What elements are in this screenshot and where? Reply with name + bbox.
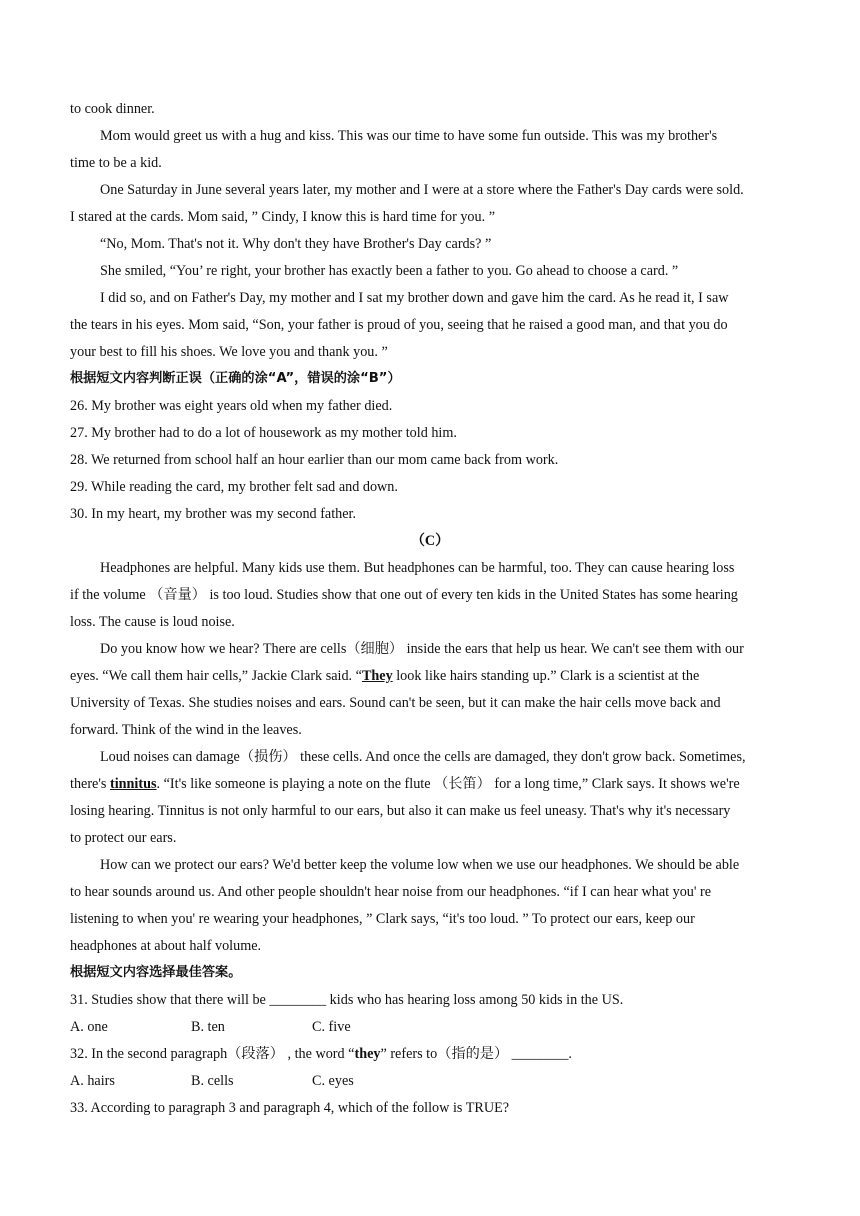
passage-line: Loud noises can damage（损伤） these cells. And once the cells are damaged, they don't grow back. Sometimes, [100, 749, 746, 765]
option-32-c: C. eyes [312, 1073, 354, 1089]
passage-line [70, 667, 699, 685]
passage-line: to cook dinner. [70, 101, 155, 117]
bold-word-they: they [354, 1046, 381, 1062]
passage-line: I did so, and on Father's Day, my mother and I sat my brother down and gave him the card. As he read it, I saw [100, 290, 729, 306]
passage-line: losing hearing. Tinnitus is not only harmful to our ears, but also it can make us feel uneasy. That's why it's necessary [70, 803, 731, 819]
passage-line: One Saturday in June several years later, my mother and I were at a store where the Father's Day cards were sold. [100, 182, 744, 198]
question-33: 33. According to paragraph 3 and paragraph 4, which of the follow is TRUE? [70, 1100, 510, 1116]
text-span: 32. In the second paragraph（段落） , the word “ [70, 1046, 355, 1062]
text-span: eyes. “We call them hair cells,” Jackie Clark said. “ [70, 668, 362, 684]
option-32-a: A. hairs [70, 1073, 115, 1089]
passage-line: to hear sounds around us. And other people shouldn't hear noise from our headphones. “if I can hear what you' re [70, 884, 712, 900]
passage-line: if the volume （音量） is too loud. Studies show that one out of every ten kids in the United States has some hearing [70, 587, 738, 603]
underlined-word-tinnitus: tinnitus [109, 776, 157, 792]
question-28: 28. We returned from school half an hour earlier than our mom came back from work. [70, 452, 559, 468]
passage-line: forward. Think of the wind in the leaves. [70, 722, 302, 738]
passage-line: Headphones are helpful. Many kids use them. But headphones can be harmful, too. They can cause hearing loss [100, 560, 735, 576]
question-31: 31. Studies show that there will be ________ kids who has hearing loss among 50 kids in the US. [70, 992, 624, 1008]
option-31-b: B. ten [191, 1019, 225, 1035]
passage-line: She smiled, “You’ re right, your brother has exactly been a father to you. Go ahead to choose a card. ” [100, 263, 679, 279]
passage-line: Do you know how we hear? There are cells（细胞） inside the ears that help us hear. We can't see them with our [100, 641, 744, 657]
passage-line: the tears in his eyes. Mom said, “Son, your father is proud of you, seeing that he raised a good man, and that you do [70, 317, 728, 333]
passage-line: University of Texas. She studies noises and ears. Sound can't be seen, but it can make the hair cells move back and [70, 695, 721, 711]
passage-line: your best to fill his shoes. We love you and thank you. ” [70, 344, 388, 360]
passage-line: “No, Mom. That's not it. Why don't they have Brother's Day cards? ” [100, 236, 492, 252]
section-c-title: （C） [410, 533, 450, 549]
instruction-multiple-choice: 根据短文内容选择最佳答案。 [70, 965, 242, 980]
instruction-true-false: 根据短文内容判断正误（正确的涂“A”，错误的涂“B”） [70, 371, 401, 386]
question-26: 26. My brother was eight years old when my father died. [70, 398, 393, 414]
passage-line [70, 775, 740, 793]
passage-line: headphones at about half volume. [70, 938, 262, 954]
passage-line: time to be a kid. [70, 155, 162, 171]
option-31-c: C. five [312, 1019, 351, 1035]
passage-line: to protect our ears. [70, 830, 177, 846]
passage-line: loss. The cause is loud noise. [70, 614, 235, 630]
text-span: ” refers to（指的是） ________. [380, 1046, 572, 1062]
question-29: 29. While reading the card, my brother felt sad and down. [70, 479, 398, 495]
text-span: look like hairs standing up.” Clark is a scientist at the [392, 668, 700, 684]
passage-line: Mom would greet us with a hug and kiss. This was our time to have some fun outside. This was my brother's [100, 128, 718, 144]
option-31-a: A. one [70, 1019, 108, 1035]
question-30: 30. In my heart, my brother was my second father. [70, 506, 357, 522]
passage-line: listening to when you' re wearing your headphones, ” Clark says, “it's too loud. ” To protect our ears, keep our [70, 911, 695, 927]
passage-line: How can we protect our ears? We'd better keep the volume low when we use our headphones. We should be able [100, 857, 740, 873]
passage-line: I stared at the cards. Mom said, ” Cindy, I know this is hard time for you. ” [70, 209, 496, 225]
text-span: . “It's like someone is playing a note on the flute （长笛） for a long time,” Clark says. It shows we're [156, 776, 740, 792]
text-span: there's [70, 776, 110, 792]
option-32-b: B. cells [191, 1073, 234, 1089]
underlined-word-they: They [361, 668, 393, 684]
question-27: 27. My brother had to do a lot of housework as my mother told him. [70, 425, 457, 441]
question-32 [70, 1045, 572, 1063]
